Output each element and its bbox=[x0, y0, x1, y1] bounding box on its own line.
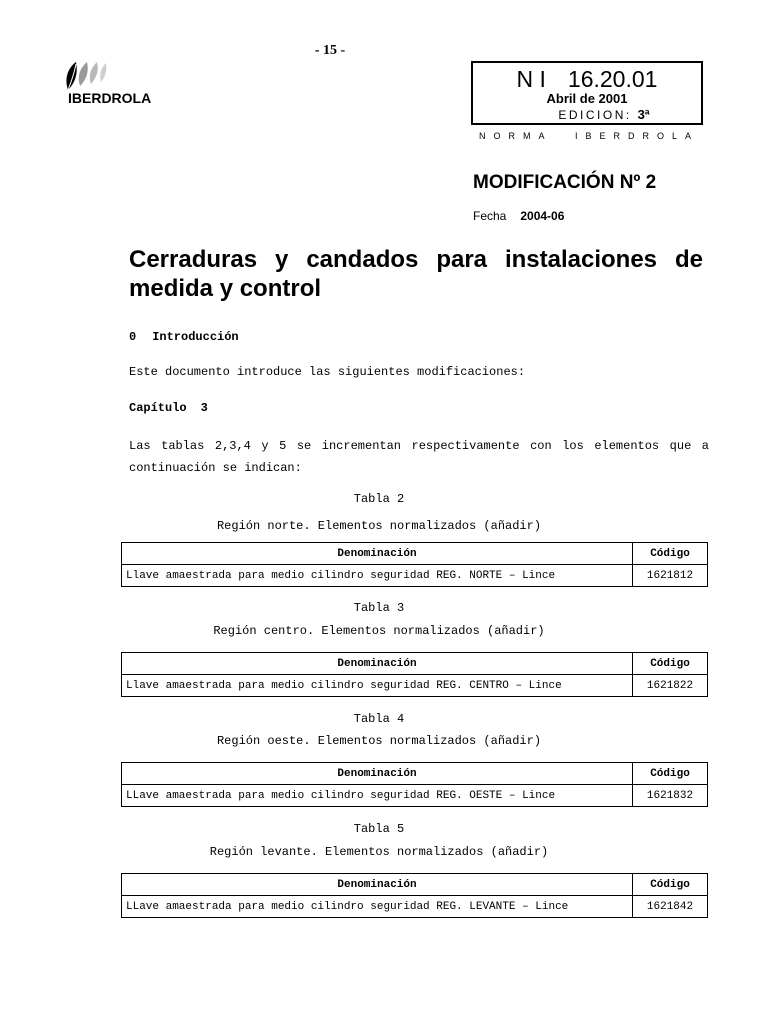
table-row bbox=[122, 675, 708, 697]
date-label: Fecha bbox=[473, 209, 507, 223]
table-4 bbox=[121, 762, 708, 807]
section-title: Introducción bbox=[152, 330, 239, 344]
table-header-row bbox=[122, 874, 708, 896]
header-codigo: Código bbox=[633, 543, 708, 565]
iberdrola-word: IBERDROLA bbox=[574, 131, 699, 141]
table-header-row bbox=[122, 653, 708, 675]
chapter-heading bbox=[129, 401, 208, 415]
header-codigo: Código bbox=[633, 653, 708, 675]
header-denominacion: Denominación bbox=[122, 543, 633, 565]
norm-prefix: N I bbox=[516, 66, 546, 92]
intro-heading bbox=[129, 330, 239, 344]
table-caption: Tabla 4 bbox=[353, 712, 405, 726]
table-subtitle: Región norte. Elementos normalizados (añadir) bbox=[216, 519, 542, 533]
table-2 bbox=[121, 542, 708, 587]
norma-iberdrola-line bbox=[479, 131, 699, 141]
table-subtitle: Región centro. Elementos normalizados (añadir) bbox=[213, 624, 545, 638]
edition-value: 3ª bbox=[637, 107, 650, 122]
document-title: Cerraduras y candados para instalaciones de medida y control bbox=[129, 246, 703, 302]
norm-date: Abril de 2001 bbox=[546, 91, 628, 106]
modification-date bbox=[473, 209, 564, 223]
table-row bbox=[122, 785, 708, 807]
cell-codigo: 1621822 bbox=[633, 675, 708, 697]
table-subtitle: Región oeste. Elementos normalizados (añadir) bbox=[216, 734, 542, 748]
date-value: 2004-06 bbox=[520, 209, 565, 223]
norma-word: NORMA bbox=[479, 131, 553, 141]
chapter-label: Capítulo bbox=[129, 401, 187, 415]
table-3 bbox=[121, 652, 708, 697]
cell-codigo: 1621832 bbox=[633, 785, 708, 807]
cell-denominacion: Llave amaestrada para medio cilindro seguridad REG. CENTRO – Lince bbox=[122, 675, 633, 697]
page-number: - 15 - bbox=[314, 43, 346, 58]
intro-text: Este documento introduce las siguientes modificaciones: bbox=[129, 365, 526, 379]
header-codigo: Código bbox=[633, 874, 708, 896]
body-paragraph: Las tablas 2,3,4 y 5 se incrementan respectivamente con los elementos que a continuación se indican: bbox=[129, 439, 709, 475]
table-row bbox=[122, 896, 708, 918]
header-denominacion: Denominación bbox=[122, 653, 633, 675]
logo-text: IBERDROLA bbox=[68, 90, 152, 106]
cell-denominacion: LLave amaestrada para medio cilindro seguridad REG. OESTE – Lince bbox=[122, 785, 633, 807]
header-denominacion: Denominación bbox=[122, 874, 633, 896]
leaf-icon bbox=[64, 60, 108, 92]
table-header-row bbox=[122, 543, 708, 565]
table-caption: Tabla 3 bbox=[353, 601, 405, 615]
norm-number: 16.20.01 bbox=[567, 66, 658, 92]
modification-title: MODIFICACIÓN Nº 2 bbox=[473, 172, 657, 193]
cell-codigo: 1621812 bbox=[633, 565, 708, 587]
cell-denominacion: Llave amaestrada para medio cilindro seguridad REG. NORTE – Lince bbox=[122, 565, 633, 587]
header-denominacion: Denominación bbox=[122, 763, 633, 785]
cell-denominacion: LLave amaestrada para medio cilindro seguridad REG. LEVANTE – Lince bbox=[122, 896, 633, 918]
table-row bbox=[122, 565, 708, 587]
norm-edition bbox=[473, 107, 701, 122]
table-5 bbox=[121, 873, 708, 918]
iberdrola-logo bbox=[62, 60, 172, 110]
table-caption: Tabla 5 bbox=[353, 822, 405, 836]
section-number: 0 bbox=[129, 330, 137, 344]
table-header-row bbox=[122, 763, 708, 785]
cell-codigo: 1621842 bbox=[633, 896, 708, 918]
norm-code bbox=[473, 66, 701, 93]
edition-label: EDICION: bbox=[558, 108, 632, 122]
chapter-number: 3 bbox=[200, 401, 208, 415]
header-codigo: Código bbox=[633, 763, 708, 785]
table-subtitle: Región levante. Elementos normalizados (añadir) bbox=[209, 845, 549, 859]
norm-box bbox=[471, 61, 703, 125]
table-caption: Tabla 2 bbox=[353, 492, 405, 506]
